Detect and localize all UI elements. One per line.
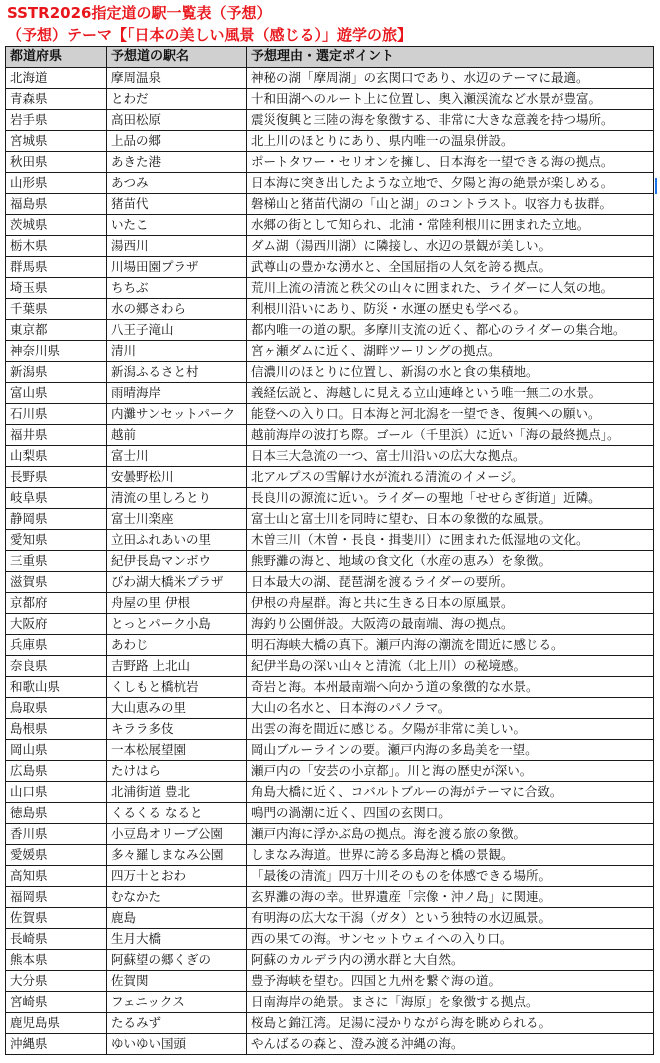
station-name-cell[interactable]: ちちぶ — [107, 278, 247, 299]
table-row — [6, 467, 654, 488]
table-row — [6, 551, 654, 572]
table-row — [6, 908, 654, 929]
reason-cell[interactable]: 「最後の清流」四万十川そのものを体感できる場所。 — [247, 866, 654, 887]
station-name-cell[interactable]: むなかた — [107, 887, 247, 908]
table-row — [6, 677, 654, 698]
table-row — [6, 866, 654, 887]
table-row — [6, 614, 654, 635]
table-row — [6, 299, 654, 320]
header-station-name[interactable]: 予想道の駅名 — [107, 47, 247, 68]
table-row — [6, 362, 654, 383]
station-name-cell[interactable]: 北浦街道 豊北 — [107, 782, 247, 803]
prefecture-cell[interactable]: 鳥取県 — [6, 698, 107, 719]
reason-cell[interactable]: 海釣り公園併設。大阪湾の最南端、海の拠点。 — [247, 614, 654, 635]
reason-cell[interactable]: 玄界灘の海の幸。世界遺産「宗像・沖ノ島」に関連。 — [247, 887, 654, 908]
prefecture-cell[interactable]: 滋賀県 — [6, 572, 107, 593]
prefecture-cell[interactable]: 福井県 — [6, 425, 107, 446]
station-name-cell[interactable]: 舟屋の里 伊根 — [107, 593, 247, 614]
reason-cell[interactable]: 日本三大急流の一つ、富士川沿いの広大な拠点。 — [247, 446, 654, 467]
reason-cell[interactable]: 日本海に突き出したような立地で、夕陽と海の絶景が楽しめる。 — [247, 173, 654, 194]
station-name-cell[interactable]: 新潟ふるさと村 — [107, 362, 247, 383]
station-name-cell[interactable]: 佐賀関 — [107, 971, 247, 992]
station-name-cell[interactable]: 大山恵みの里 — [107, 698, 247, 719]
prefecture-cell[interactable]: 佐賀県 — [6, 908, 107, 929]
reason-cell[interactable]: 岡山ブルーラインの要。瀬戸内海の多島美を一望。 — [247, 740, 654, 761]
table-row — [6, 320, 654, 341]
reason-cell[interactable]: 西の果ての海。サンセットウェイへの入り口。 — [247, 929, 654, 950]
station-name-cell[interactable]: いたこ — [107, 215, 247, 236]
station-name-cell[interactable]: 八王子滝山 — [107, 320, 247, 341]
station-name-cell[interactable]: 富士川 — [107, 446, 247, 467]
station-name-cell[interactable]: 高田松原 — [107, 110, 247, 131]
table-row — [6, 152, 654, 173]
station-name-cell[interactable]: 上品の郷 — [107, 131, 247, 152]
table-row — [6, 656, 654, 677]
prefecture-cell[interactable]: 福岡県 — [6, 887, 107, 908]
prefecture-cell[interactable]: 静岡県 — [6, 509, 107, 530]
sheet-title: SSTR2026指定道の駅一覧表（予想） — [7, 4, 272, 22]
table-row — [6, 1013, 654, 1034]
prefecture-cell[interactable]: 栃木県 — [6, 236, 107, 257]
prefecture-cell[interactable]: 三重県 — [6, 551, 107, 572]
station-name-cell[interactable]: 内灘サンセットパーク — [107, 404, 247, 425]
prefecture-cell[interactable]: 熊本県 — [6, 950, 107, 971]
reason-cell[interactable]: 磐梯山と猪苗代湖の「山と湖」のコントラスト。収容力も抜群。 — [247, 194, 654, 215]
station-name-cell[interactable]: あつみ — [107, 173, 247, 194]
station-name-cell[interactable]: 阿蘇望の郷くぎの — [107, 950, 247, 971]
station-name-cell[interactable]: 雨晴海岸 — [107, 383, 247, 404]
cell-selection-marker — [655, 178, 657, 194]
reason-cell[interactable]: 水郷の街として知られ、北浦・常陸利根川に囲まれた立地。 — [247, 215, 654, 236]
station-name-cell[interactable]: 多々羅しまなみ公園 — [107, 845, 247, 866]
station-name-cell[interactable]: 越前 — [107, 425, 247, 446]
prefecture-cell[interactable]: 愛媛県 — [6, 845, 107, 866]
prefecture-cell[interactable]: 岡山県 — [6, 740, 107, 761]
table-row — [6, 236, 654, 257]
table-row — [6, 803, 654, 824]
station-name-cell[interactable]: 水の郷さわら — [107, 299, 247, 320]
prefecture-cell[interactable]: 兵庫県 — [6, 635, 107, 656]
reason-cell[interactable]: 日本最大の湖、琵琶湖を渡るライダーの要所。 — [247, 572, 654, 593]
reason-cell[interactable]: 桜島と錦江湾。足湯に浸かりながら海を眺められる。 — [247, 1013, 654, 1034]
station-name-cell[interactable]: びわ湖大橋米プラザ — [107, 572, 247, 593]
prefecture-cell[interactable]: 岩手県 — [6, 110, 107, 131]
table-row — [6, 887, 654, 908]
prefecture-cell[interactable]: 山口県 — [6, 782, 107, 803]
table-row — [6, 740, 654, 761]
table-row — [6, 89, 654, 110]
table-row — [6, 950, 654, 971]
station-name-cell[interactable]: 湯西川 — [107, 236, 247, 257]
prefecture-cell[interactable]: 長崎県 — [6, 929, 107, 950]
reason-cell[interactable]: 木曽三川（木曽・長良・揖斐川）に囲まれた低湿地の文化。 — [247, 530, 654, 551]
reason-cell[interactable]: 宮ヶ瀬ダムに近く、湖畔ツーリングの拠点。 — [247, 341, 654, 362]
reason-cell[interactable]: 阿蘇のカルデラ内の湧水群と大自然。 — [247, 950, 654, 971]
station-name-cell[interactable]: たけはら — [107, 761, 247, 782]
reason-cell[interactable]: 明石海峡大橋の真下。瀬戸内海の潮流を間近に感じる。 — [247, 635, 654, 656]
station-name-cell[interactable]: 川場田園プラザ — [107, 257, 247, 278]
prefecture-cell[interactable]: 埼玉県 — [6, 278, 107, 299]
station-name-cell[interactable]: 清流の里しろとり — [107, 488, 247, 509]
reason-cell[interactable]: 瀬戸内海に浮かぶ島の拠点。海を渡る旅の象徴。 — [247, 824, 654, 845]
reason-cell[interactable]: 北上川のほとりにあり、県内唯一の温泉併設。 — [247, 131, 654, 152]
table-row — [6, 425, 654, 446]
table-row — [6, 110, 654, 131]
table-row — [6, 572, 654, 593]
table-row — [6, 635, 654, 656]
prefecture-cell[interactable]: 千葉県 — [6, 299, 107, 320]
station-name-cell[interactable]: くるくる なると — [107, 803, 247, 824]
table-row — [6, 593, 654, 614]
table-row — [6, 215, 654, 236]
station-table — [5, 46, 654, 1055]
table-row — [6, 404, 654, 425]
reason-cell[interactable]: 武尊山の豊かな湧水と、全国屈指の人気を誇る拠点。 — [247, 257, 654, 278]
reason-cell[interactable]: 震災復興と三陸の海を象徴する、非常に大きな意義を持つ場所。 — [247, 110, 654, 131]
reason-cell[interactable]: 奇岩と海。本州最南端へ向かう道の象徴的な水景。 — [247, 677, 654, 698]
prefecture-cell[interactable]: 大分県 — [6, 971, 107, 992]
reason-cell[interactable]: 能登への入り口。日本海と河北潟を一望でき、復興への願い。 — [247, 404, 654, 425]
reason-cell[interactable]: 荒川上流の清流と秩父の山々に囲まれた、ライダーに人気の地。 — [247, 278, 654, 299]
prefecture-cell[interactable]: 大阪府 — [6, 614, 107, 635]
table-row — [6, 509, 654, 530]
table-row — [6, 257, 654, 278]
station-name-cell[interactable]: くしもと橋杭岩 — [107, 677, 247, 698]
prefecture-cell[interactable]: 岐阜県 — [6, 488, 107, 509]
station-name-cell[interactable]: 立田ふれあいの里 — [107, 530, 247, 551]
prefecture-cell[interactable]: 長野県 — [6, 467, 107, 488]
table-row — [6, 719, 654, 740]
station-name-cell[interactable]: フェニックス — [107, 992, 247, 1013]
reason-cell[interactable]: 出雲の海を間近に感じる。夕陽が非常に美しい。 — [247, 719, 654, 740]
prefecture-cell[interactable]: 富山県 — [6, 383, 107, 404]
table-row — [6, 845, 654, 866]
prefecture-cell[interactable]: 東京都 — [6, 320, 107, 341]
reason-cell[interactable]: 伊根の舟屋群。海と共に生きる日本の原風景。 — [247, 593, 654, 614]
reason-cell[interactable]: 長良川の源流に近い。ライダーの聖地「せせらぎ街道」近隣。 — [247, 488, 654, 509]
reason-cell[interactable]: 大山の名水と、日本海のパノラマ。 — [247, 698, 654, 719]
prefecture-cell[interactable]: 高知県 — [6, 866, 107, 887]
table-row — [6, 782, 654, 803]
prefecture-cell[interactable]: 鹿児島県 — [6, 1013, 107, 1034]
station-name-cell[interactable]: 摩周温泉 — [107, 68, 247, 89]
reason-cell[interactable]: ポートタワー・セリオンを擁し、日本海を一望できる海の拠点。 — [247, 152, 654, 173]
station-name-cell[interactable]: とっとパーク小島 — [107, 614, 247, 635]
table-row — [6, 131, 654, 152]
prefecture-cell[interactable]: 群馬県 — [6, 257, 107, 278]
prefecture-cell[interactable]: 島根県 — [6, 719, 107, 740]
station-name-cell[interactable]: キララ多伎 — [107, 719, 247, 740]
prefecture-cell[interactable]: 香川県 — [6, 824, 107, 845]
prefecture-cell[interactable]: 山形県 — [6, 173, 107, 194]
reason-cell[interactable]: 義経伝説と、海越しに見える立山連峰という唯一無二の水景。 — [247, 383, 654, 404]
table-row — [6, 446, 654, 467]
prefecture-cell[interactable]: 青森県 — [6, 89, 107, 110]
table-row — [6, 173, 654, 194]
prefecture-cell[interactable]: 徳島県 — [6, 803, 107, 824]
prefecture-cell[interactable]: 沖縄県 — [6, 1034, 107, 1055]
prefecture-cell[interactable]: 福島県 — [6, 194, 107, 215]
table-row — [6, 761, 654, 782]
station-name-cell[interactable]: 猪苗代 — [107, 194, 247, 215]
station-name-cell[interactable]: 鹿島 — [107, 908, 247, 929]
station-name-cell[interactable]: 四万十とおわ — [107, 866, 247, 887]
station-name-cell[interactable]: 吉野路 上北山 — [107, 656, 247, 677]
prefecture-cell[interactable]: 京都府 — [6, 593, 107, 614]
prefecture-cell[interactable]: 石川県 — [6, 404, 107, 425]
table-row — [6, 278, 654, 299]
station-name-cell[interactable]: ゆいゆい国頭 — [107, 1034, 247, 1055]
header-row — [6, 47, 654, 68]
reason-cell[interactable]: 瀬戸内の「安芸の小京都」。川と海の歴史が深い。 — [247, 761, 654, 782]
reason-cell[interactable]: 都内唯一の道の駅。多摩川支流の近く、都心のライダーの集合地。 — [247, 320, 654, 341]
reason-cell[interactable]: 北アルプスの雪解け水が流れる清流のイメージ。 — [247, 467, 654, 488]
reason-cell[interactable]: 紀伊半島の深い山々と清流（北上川）の秘境感。 — [247, 656, 654, 677]
station-name-cell[interactable]: あわじ — [107, 635, 247, 656]
table-row — [6, 992, 654, 1013]
header-prefecture[interactable]: 都道府県 — [6, 47, 107, 68]
table-row — [6, 824, 654, 845]
station-name-cell[interactable]: 安曇野松川 — [107, 467, 247, 488]
table-row — [6, 929, 654, 950]
reason-cell[interactable]: 越前海岸の波打ち際。ゴール（千里浜）に近い「海の最終拠点」。 — [247, 425, 654, 446]
reason-cell[interactable]: 熊野灘の海と、地域の食文化（水産の恵み）を象徴。 — [247, 551, 654, 572]
prefecture-cell[interactable]: 愛知県 — [6, 530, 107, 551]
station-name-cell[interactable]: 清川 — [107, 341, 247, 362]
reason-cell[interactable]: 角島大橋に近く、コバルトブルーの海がテーマに合致。 — [247, 782, 654, 803]
prefecture-cell[interactable]: 秋田県 — [6, 152, 107, 173]
reason-cell[interactable]: やんばるの森と、澄み渡る沖縄の海。 — [247, 1034, 654, 1055]
table-row — [6, 698, 654, 719]
prefecture-cell[interactable]: 神奈川県 — [6, 341, 107, 362]
table-row — [6, 194, 654, 215]
table-row — [6, 971, 654, 992]
table-row — [6, 1034, 654, 1055]
prefecture-cell[interactable]: 山梨県 — [6, 446, 107, 467]
prefecture-cell[interactable]: 北海道 — [6, 68, 107, 89]
station-name-cell[interactable]: 一本松展望園 — [107, 740, 247, 761]
prefecture-cell[interactable]: 新潟県 — [6, 362, 107, 383]
prefecture-cell[interactable]: 宮崎県 — [6, 992, 107, 1013]
station-name-cell[interactable]: 富士川楽座 — [107, 509, 247, 530]
reason-cell[interactable]: 豊予海峡を望む。四国と九州を繋ぐ海の道。 — [247, 971, 654, 992]
table-row — [6, 383, 654, 404]
prefecture-cell[interactable]: 茨城県 — [6, 215, 107, 236]
reason-cell[interactable]: 神秘の湖「摩周湖」の玄関口であり、水辺のテーマに最適。 — [247, 68, 654, 89]
prefecture-cell[interactable]: 奈良県 — [6, 656, 107, 677]
reason-cell[interactable]: 有明海の広大な干潟（ガタ）という独特の水辺風景。 — [247, 908, 654, 929]
reason-cell[interactable]: 利根川沿いにあり、防災・水運の歴史も学べる。 — [247, 299, 654, 320]
prefecture-cell[interactable]: 宮城県 — [6, 131, 107, 152]
station-name-cell[interactable]: あきた港 — [107, 152, 247, 173]
sheet-subtitle: （予想）テーマ【「日本の美しい風景（感じる）」遊学の旅】 — [7, 26, 413, 44]
reason-cell[interactable]: 信濃川のほとりに位置し、新潟の水と食の集積地。 — [247, 362, 654, 383]
table-row — [6, 68, 654, 89]
station-name-cell[interactable]: 小豆島オリーブ公園 — [107, 824, 247, 845]
station-name-cell[interactable]: 生月大橋 — [107, 929, 247, 950]
prefecture-cell[interactable]: 広島県 — [6, 761, 107, 782]
header-reason[interactable]: 予想理由・選定ポイント — [247, 47, 654, 68]
table-row — [6, 341, 654, 362]
reason-cell[interactable]: 富士山と富士川を同時に望む、日本の象徴的な風景。 — [247, 509, 654, 530]
reason-cell[interactable]: 鳴門の渦潮に近く、四国の玄関口。 — [247, 803, 654, 824]
reason-cell[interactable]: しまなみ海道。世界に誇る多島海と橋の景観。 — [247, 845, 654, 866]
table-row — [6, 530, 654, 551]
reason-cell[interactable]: 日南海岸の絶景。まさに「海原」を象徴する拠点。 — [247, 992, 654, 1013]
table-row — [6, 488, 654, 509]
station-name-cell[interactable]: とわだ — [107, 89, 247, 110]
reason-cell[interactable]: ダム湖（湯西川湖）に隣接し、水辺の景観が美しい。 — [247, 236, 654, 257]
reason-cell[interactable]: 十和田湖へのルート上に位置し、奥入瀬渓流など水景が豊富。 — [247, 89, 654, 110]
station-name-cell[interactable]: 紀伊長島マンボウ — [107, 551, 247, 572]
station-name-cell[interactable]: たるみず — [107, 1013, 247, 1034]
prefecture-cell[interactable]: 和歌山県 — [6, 677, 107, 698]
